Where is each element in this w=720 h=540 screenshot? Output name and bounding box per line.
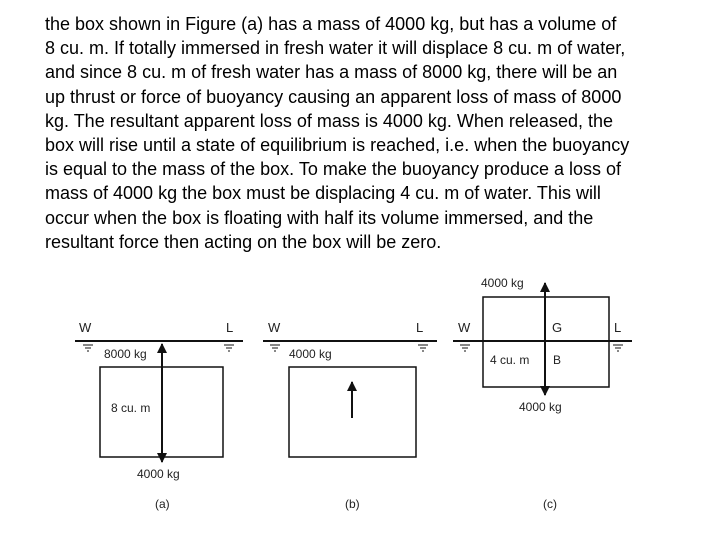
paragraph-line: kg. The resultant apparent loss of mass is 4000 kg. When released, the xyxy=(45,110,613,131)
top-label-c: 4000 kg xyxy=(481,276,524,290)
paragraph-line: occur when the box is floating with half its volume immersed, and the xyxy=(45,207,594,228)
waterline-tick-left-b xyxy=(270,345,280,351)
paragraph-line: box will rise until a state of equilibrium is reached, i.e. when the buoyancy xyxy=(45,135,630,156)
waterline-tick-left-c xyxy=(460,345,470,351)
paragraph-line: and since 8 cu. m of fresh water has a mass of 8000 kg, there will be an xyxy=(45,62,618,83)
l-label-a: L xyxy=(226,320,234,335)
waterline-tick-left-a xyxy=(83,345,93,351)
waterline-tick-right-b xyxy=(418,345,428,351)
paragraph-line: up thrust or force of buoyancy causing an apparent loss of mass of 8000 xyxy=(45,86,622,107)
caption-c: (c) xyxy=(543,497,557,511)
figure-a xyxy=(75,320,243,511)
waterline-tick-right-c xyxy=(613,345,623,351)
w-label-b: W xyxy=(268,320,281,335)
waterline-tick-right-a xyxy=(224,345,234,351)
upthrust-label-b: 4000 kg xyxy=(289,347,332,361)
weight-label-c: 4000 kg xyxy=(519,400,562,414)
paragraph-line: resultant force then acting on the box will be zero. xyxy=(45,231,442,252)
w-label-a: W xyxy=(79,320,92,335)
l-label-b: L xyxy=(416,320,424,335)
paragraph-line: mass of 4000 kg the box must be displacing 4 cu. m of water. This will xyxy=(45,183,601,204)
l-label-c: L xyxy=(614,320,622,335)
b-label-c: B xyxy=(553,353,562,367)
caption-b: (b) xyxy=(345,497,360,511)
figure-c xyxy=(453,276,632,511)
paragraph-line: is equal to the mass of the box. To make the buoyancy produce a loss of xyxy=(45,159,622,180)
weight-label-a: 4000 kg xyxy=(137,467,180,481)
figure-b xyxy=(263,320,437,511)
volume-label-a: 8 cu. m xyxy=(111,401,151,415)
upthrust-label-a: 8000 kg xyxy=(104,347,147,361)
volume-label-c: 4 cu. m xyxy=(490,353,530,367)
paragraph-line: 8 cu. m. If totally immersed in fresh water it will displace 8 cu. m of water, xyxy=(45,38,626,59)
g-label-c: G xyxy=(552,320,563,335)
w-label-c: W xyxy=(458,320,471,335)
caption-a: (a) xyxy=(155,497,170,511)
paragraph-line: the box shown in Figure (a) has a mass of 4000 kg, but has a volume of xyxy=(45,14,617,34)
